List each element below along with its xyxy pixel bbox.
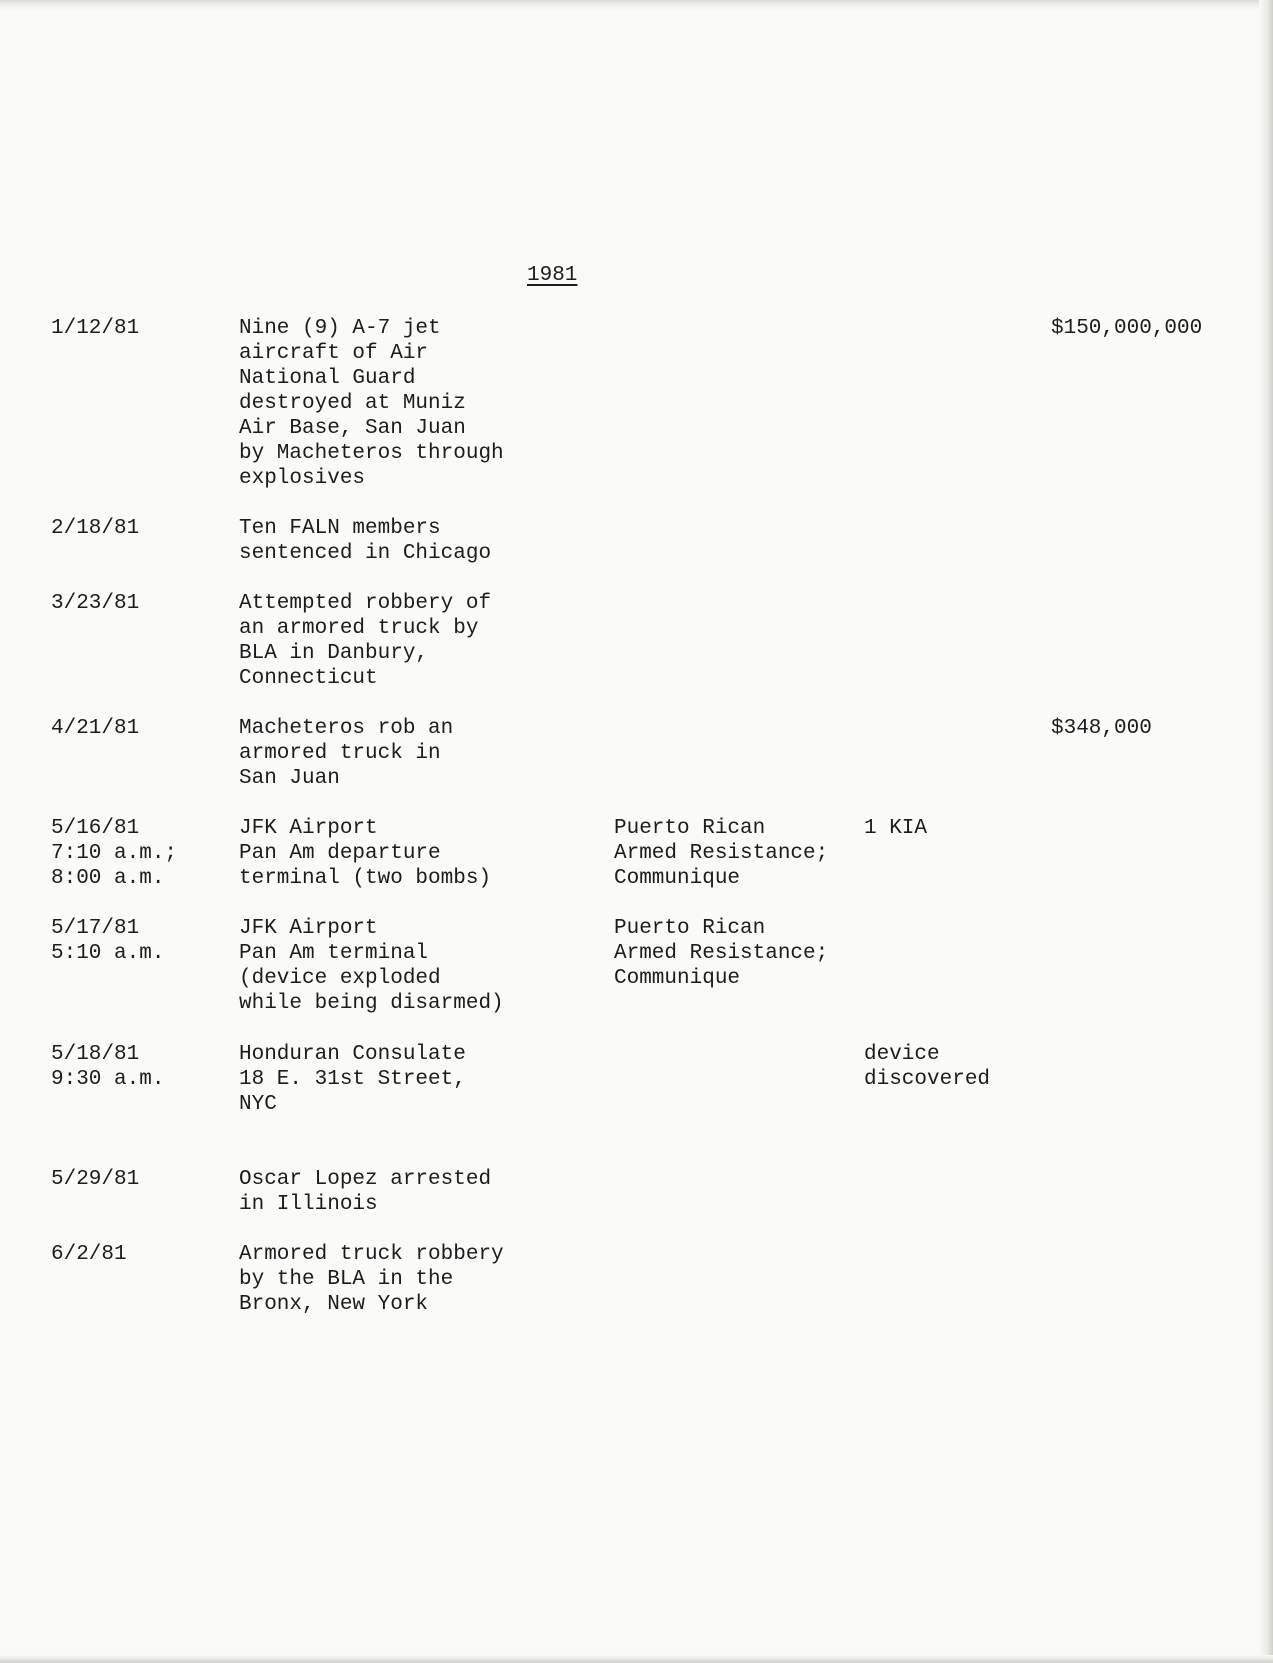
text-line: 3/23/81 [51,592,140,615]
text-line: 1/12/81 [51,317,140,340]
entry-date [51,716,139,741]
text-line: 4/21/81 [51,717,140,740]
entry-date [51,316,139,341]
text-line: BLA in Danbury, [239,642,429,665]
text-line: Macheteros rob an [239,717,454,740]
text-line: Armored truck robbery [239,1243,504,1266]
text-line: 7:10 a.m.; [51,842,178,865]
text-line: $348,000 [1051,717,1152,740]
text-line: JFK Airport [239,917,378,940]
page-bottom-edge [0,1655,1273,1663]
text-line: 2/18/81 [51,517,140,540]
entry-date [51,1242,127,1267]
text-line: Armed Resistance; [614,842,829,865]
text-line: destroyed at Muniz [239,392,466,415]
entry-amount [1051,716,1152,741]
text-line: Armed Resistance; [614,942,829,965]
text-line: discovered [864,1068,991,1091]
entry-description [239,516,491,566]
text-line: Puerto Rican [614,917,766,940]
text-line: 9:30 a.m. [51,1068,165,1091]
entry-date [51,1042,164,1092]
text-line: 5:10 a.m. [51,942,165,965]
text-line: 8:00 a.m. [51,867,165,890]
text-line: Ten FALN members [239,517,441,540]
entry-group [614,816,828,891]
text-line: device [864,1043,940,1066]
text-line: armored truck in [239,742,441,765]
text-line: in Illinois [239,1193,378,1216]
text-line: (device exploded [239,967,441,990]
entry-date [51,591,139,616]
text-line: sentenced in Chicago [239,542,492,565]
text-line: Communique [614,967,741,990]
entry-description [239,916,504,1016]
text-line: NYC [239,1093,277,1116]
text-line: Bronx, New York [239,1293,429,1316]
text-line: 5/17/81 [51,917,140,940]
text-line: National Guard [239,367,416,390]
entry-result [864,1042,990,1092]
text-line: Oscar Lopez arrested [239,1168,492,1191]
entry-description [239,1042,466,1117]
entry-amount [1051,316,1202,341]
entry-description [239,716,453,791]
text-line: 6/2/81 [51,1243,127,1266]
text-line: Air Base, San Juan [239,417,466,440]
text-line: Communique [614,867,741,890]
entry-description [239,816,491,891]
text-line: while being disarmed) [239,992,504,1015]
entry-date [51,516,139,541]
text-line: Nine (9) A-7 jet [239,317,441,340]
text-line: Puerto Rican [614,817,766,840]
entry-date [51,1167,139,1192]
text-line: San Juan [239,767,340,790]
text-line: Honduran Consulate [239,1043,466,1066]
text-line: aircraft of Air [239,342,429,365]
entry-description [239,316,504,491]
text-line: 5/16/81 [51,817,140,840]
page-right-edge [1259,0,1273,1663]
entry-date [51,916,164,966]
page-top-edge [0,0,1273,10]
text-line: Pan Am departure [239,842,441,865]
text-line: terminal (two bombs) [239,867,492,890]
entry-description [239,1167,491,1217]
year-heading: 1981 [527,264,578,287]
entry-group [614,916,828,991]
text-line: 5/18/81 [51,1043,140,1066]
text-line: Connecticut [239,667,378,690]
entry-result [864,816,927,841]
text-line: by Macheteros through [239,442,504,465]
text-line: 1 KIA [864,817,928,840]
entry-date [51,816,177,891]
text-line: $150,000,000 [1051,317,1203,340]
text-line: 5/29/81 [51,1168,140,1191]
text-line: by the BLA in the [239,1268,454,1291]
entry-description [239,1242,504,1317]
text-line: explosives [239,467,366,490]
text-line: 18 E. 31st Street, [239,1068,466,1091]
text-line: Pan Am terminal [239,942,429,965]
entry-description [239,591,491,691]
text-line: JFK Airport [239,817,378,840]
text-line: an armored truck by [239,617,479,640]
text-line: Attempted robbery of [239,592,492,615]
